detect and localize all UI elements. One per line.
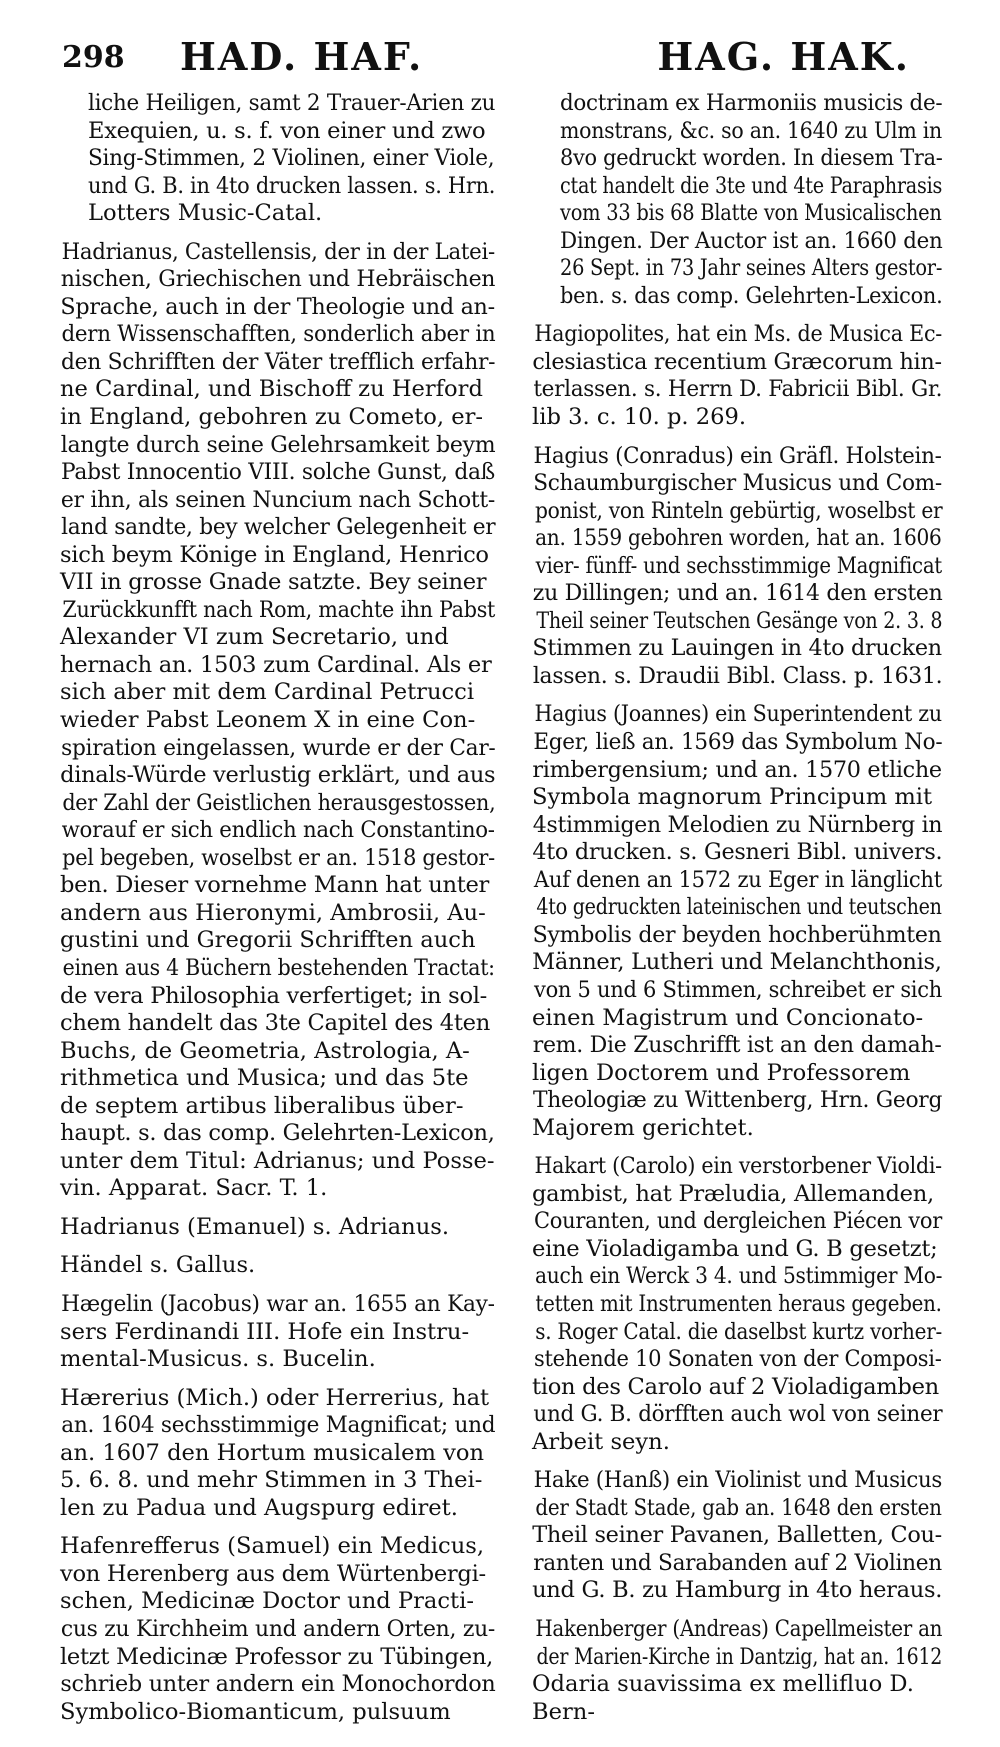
dictionary-entry — [60, 1291, 495, 1374]
entry-line: Hake (Hanß) ein Violinist und Musicus — [533, 1467, 943, 1494]
entry-line: terlassen. s. Herrn D. Fabricii Bibl. Gr. — [533, 376, 943, 403]
entry-line: schen, Medicinæ Doctor und Practi- — [60, 1588, 474, 1615]
entry-line: cus zu Kirchheim und andern Orten, zu- — [60, 1615, 495, 1642]
entry-line: eine Violadigamba und G. B gesetzt; — [532, 1235, 938, 1262]
entry-line: langte durch seine Gelehrsamkeit beym — [60, 431, 496, 458]
entry-line: einen Magistrum und Concionato- — [532, 1004, 924, 1031]
entry-line: dern Wissenschafften, sonderlich aber in — [61, 321, 496, 348]
entry-line: zu Dillingen; und an. 1614 den ersten — [532, 580, 943, 607]
entry-line: tetten mit Instrumenten heraus gegeben. — [535, 1290, 942, 1317]
entry-line: ben. s. das comp. Gelehrten-Lexicon. — [560, 282, 943, 309]
right-column — [532, 90, 942, 1737]
entry-line: tion des Carolo auf 2 Violadigamben — [532, 1373, 939, 1400]
dictionary-entry — [60, 1214, 495, 1242]
entry-line: spiration eingelassen, wurde er der Car- — [61, 734, 496, 761]
entry-line: Händel s. Gallus. — [60, 1252, 256, 1279]
entry-line: 4to drucken. s. Gesneri Bibl. univers. — [532, 839, 943, 866]
dictionary-entry — [532, 1467, 942, 1605]
left-running-head: HAD. HAF. — [180, 34, 424, 79]
entry-line: sers Ferdinandi III. Hofe ein Instru- — [60, 1318, 470, 1345]
entry-line: auch ein Werck 3 4. und 5stimmiger Mo- — [534, 1263, 943, 1290]
entry-line: sich aber mit dem Cardinal Petrucci — [60, 679, 475, 706]
entry-line: mental-Musicus. s. Bucelin. — [60, 1346, 376, 1373]
entry-line: er ihn, als seinen Nuncium nach Schott- — [60, 486, 496, 513]
entry-line: ben. Dieser vornehme Mann hat unter — [60, 872, 490, 899]
entry-line: Hægelin (Jacobus) war an. 1655 an Kay- — [61, 1290, 495, 1317]
entry-line: Hafenrefferus (Samuel) ein Medicus, — [60, 1533, 485, 1560]
entry-line: und G. B. in 4to drucken lassen. s. Hrn. — [88, 172, 496, 199]
entry-line: der Zahl der Geistlichen herausgestossen, — [62, 789, 496, 816]
entry-line: Lotters Music-Catal. — [88, 200, 323, 227]
entry-line: 8vo gedruckt worden. In diesem Tra- — [560, 145, 943, 172]
entry-line: gambist, hat Præludia, Allemanden, — [532, 1180, 934, 1207]
entry-line: Theologiæ zu Wittenberg, Hrn. Georg — [532, 1087, 943, 1114]
entry-line: rimbergensium; und an. 1570 etliche — [532, 756, 942, 783]
entry-line: schrieb unter andern ein Monochordon — [60, 1671, 496, 1698]
entry-line: und G. B. dörfften auch wol von seiner — [533, 1401, 943, 1428]
entry-line: Dingen. Der Auctor ist an. 1660 den — [560, 227, 943, 254]
entry-line: in England, gebohren zu Cometo, er- — [60, 404, 484, 431]
entry-line: Hagiopolites, hat ein Ms. de Musica Ec- — [534, 321, 942, 348]
dictionary-entry — [532, 1153, 942, 1456]
entry-line: stehende 10 Sonaten von der Composi- — [533, 1346, 942, 1373]
entry-line: ne Cardinal, und Bischoff zu Herford — [60, 376, 483, 403]
dictionary-entry — [532, 1616, 942, 1726]
entry-line: Hagius (Conradus) ein Gräfl. Holstein- — [533, 442, 942, 469]
dictionary-entry — [532, 701, 942, 1142]
entry-line: Eger, ließ an. 1569 das Symbolum No- — [533, 729, 943, 756]
entry-line: lib 3. c. 10. p. 269. — [532, 404, 747, 431]
entry-line: Symbola magnorum Principum mit — [532, 784, 933, 811]
entry-line: Sprache, auch in der Theologie und an- — [60, 293, 495, 320]
dictionary-entry — [60, 1252, 495, 1280]
entry-line: Buchs, de Geometria, Astrologia, A- — [60, 1037, 470, 1064]
entry-line: einen aus 4 Büchern bestehenden Tractat: — [62, 954, 495, 981]
entry-line: und G. B. zu Hamburg in 4to heraus. — [532, 1577, 943, 1604]
right-running-head: HAG. HAK. — [657, 34, 910, 79]
entry-line: Auf denen an 1572 zu Eger in länglicht — [533, 866, 942, 893]
entry-line: Theil seiner Teutschen Gesänge von 2. 3. 8 — [536, 607, 943, 634]
entry-line: chem handelt das 3te Capitel des 4ten — [60, 1010, 490, 1037]
entry-line: Sing-Stimmen, 2 Violinen, einer Viole, — [88, 145, 495, 172]
entry-line: von 5 und 6 Stimmen, schreibet er sich — [533, 976, 942, 1003]
entry-line: s. Roger Catal. die daselbst kurtz vorher- — [535, 1318, 942, 1345]
entry-line: Hagius (Joannes) ein Superintendent zu — [534, 701, 942, 728]
entry-line: haupt. s. das comp. Gelehrten-Lexicon, — [60, 1120, 495, 1147]
entry-line: Theil seiner Pavanen, Balletten, Cou- — [532, 1522, 942, 1549]
entry-line: Exequien, u. s. f. von einer und zwo — [88, 117, 486, 144]
entry-line: vom 33 bis 68 Blatte von Musicalischen — [560, 200, 942, 227]
entry-line: 4stimmigen Melodien zu Nürnberg in — [532, 811, 943, 838]
entry-continuation — [60, 90, 495, 228]
entry-line: der Stadt Stade, gab an. 1648 den ersten — [535, 1494, 942, 1521]
entry-line: de septem artibus liberalibus über- — [60, 1092, 464, 1119]
entry-line: Pabst Innocentio VIII. solche Gunst, daß — [61, 459, 495, 486]
entry-line: dinals-Würde verlustig erklärt, und aus — [60, 762, 496, 789]
entry-line: andern aus Hieronymi, Ambrosii, Au- — [60, 899, 486, 926]
entry-line: Symbolico-Biomanticum, pulsuum — [60, 1698, 451, 1725]
dictionary-entry — [60, 239, 495, 1203]
entry-line: unter dem Titul: Adrianus; und Posse- — [60, 1147, 495, 1174]
entry-line: Hakart (Carolo) ein verstorbener Violdi- — [534, 1153, 942, 1180]
entry-line: Zurückkunfft nach Rom, machte ihn Pabst — [62, 596, 496, 623]
entry-line: Majorem gerichtet. — [532, 1114, 754, 1141]
entry-line: an. 1604 sechsstimmige Magnificat; und — [61, 1412, 496, 1439]
entry-line: an. 1607 den Hortum musicalem von — [60, 1439, 485, 1466]
entry-line: von Herenberg aus dem Würtenbergi- — [60, 1560, 486, 1587]
entry-line: land sandte, bey welcher Gelegenheit er — [61, 514, 496, 541]
entry-line: de vera Philosophia verfertiget; in sol- — [60, 982, 488, 1009]
entry-line: liche Heiligen, samt 2 Trauer-Arien zu — [88, 90, 496, 116]
entry-line: Alexander VI zum Secretario, und — [60, 624, 449, 651]
entry-line: Hadrianus, Castellensis, der in der Latei- — [61, 238, 495, 265]
entry-line: ctat handelt die 3te und 4te Paraphrasis — [560, 172, 943, 199]
entry-line: Odaria suavissima ex mellifluo D. — [532, 1671, 914, 1698]
entry-line: Stimmen zu Lauingen in 4to drucken — [532, 635, 942, 662]
entry-line: den Schrifften der Väter trefflich erfahr- — [61, 348, 496, 375]
entry-line: VII in grosse Gnade satzte. Bey seiner — [60, 569, 487, 596]
entry-line: ponist, von Rinteln gebürtig, woselbst er — [534, 497, 943, 524]
entry-line: Bern- — [532, 1698, 595, 1725]
entry-line: an. 1559 gebohren worden, hat an. 1606 — [535, 525, 942, 552]
entry-line: pel begeben, woselbst er an. 1518 gestor- — [62, 844, 495, 871]
entry-line: vier- fünff- und sechsstimmige Magnificat — [535, 552, 942, 579]
entry-line: Männer, Lutheri und Melanchthonis, — [532, 949, 942, 976]
page-header — [62, 28, 940, 88]
entry-line: wieder Pabst Leonem X in eine Con- — [60, 707, 476, 734]
entry-line: rem. Die Zuschrifft ist an den damah- — [532, 1032, 942, 1059]
entry-line: worauf er sich endlich nach Constantino- — [61, 817, 495, 844]
entry-line: Hakenberger (Andreas) Capellmeister an — [535, 1615, 943, 1642]
entry-line: Symbolis der beyden hochberühmten — [532, 921, 942, 948]
page-number: 298 — [62, 40, 125, 75]
dictionary-entry — [532, 443, 942, 691]
dictionary-entry — [532, 321, 942, 431]
left-column — [60, 90, 495, 1737]
entry-line: clesiastica recentium Græcorum hin- — [532, 348, 942, 375]
entry-line: gustini und Gregorii Schrifften auch — [60, 927, 476, 954]
entry-line: der Marien-Kirche in Dantzig, hat an. 1612 — [536, 1643, 943, 1670]
entry-line: nischen, Griechischen und Hebräischen — [60, 266, 496, 293]
dictionary-entry — [60, 1385, 495, 1523]
entry-line: Arbeit seyn. — [532, 1428, 670, 1455]
entry-line: len zu Padua und Augspurg ediret. — [60, 1494, 458, 1521]
entry-line: letzt Medicinæ Professor zu Tübingen, — [60, 1643, 493, 1670]
entry-line: lassen. s. Draudii Bibl. Class. p. 1631. — [532, 662, 943, 689]
entry-line: Hadrianus (Emanuel) s. Adrianus. — [60, 1213, 450, 1240]
entry-continuation — [532, 90, 942, 310]
entry-line: ligen Doctorem und Professorem — [532, 1059, 911, 1086]
entry-line: 4to gedruckten lateinischen und teutschen — [536, 894, 942, 921]
entry-line: ranten und Sarabanden auf 2 Violinen — [533, 1549, 942, 1576]
entry-line: vin. Apparat. Sacr. T. 1. — [60, 1175, 328, 1202]
entry-line: 5. 6. 8. und mehr Stimmen in 3 Thei- — [60, 1467, 483, 1494]
entry-line: sich beym Könige in England, Henrico — [60, 541, 489, 568]
entry-line: Schaumburgischer Musicus und Com- — [533, 470, 942, 497]
entry-line: Couranten, und dergleichen Piécen vor — [533, 1208, 943, 1235]
entry-line: rithmetica und Musica; und das 5te — [60, 1065, 469, 1092]
dictionary-entry — [60, 1533, 495, 1726]
entry-line: 26 Sept. in 73 Jahr seines Alters gestor- — [560, 255, 943, 282]
entry-line: hernach an. 1503 zum Cardinal. Als er — [60, 651, 492, 678]
entry-line: doctrinam ex Harmoniis musicis de- — [560, 90, 943, 116]
entry-line: monstrans, &c. so an. 1640 zu Ulm in — [560, 117, 942, 144]
entry-line: Hærerius (Mich.) oder Herrerius, hat — [60, 1384, 490, 1411]
